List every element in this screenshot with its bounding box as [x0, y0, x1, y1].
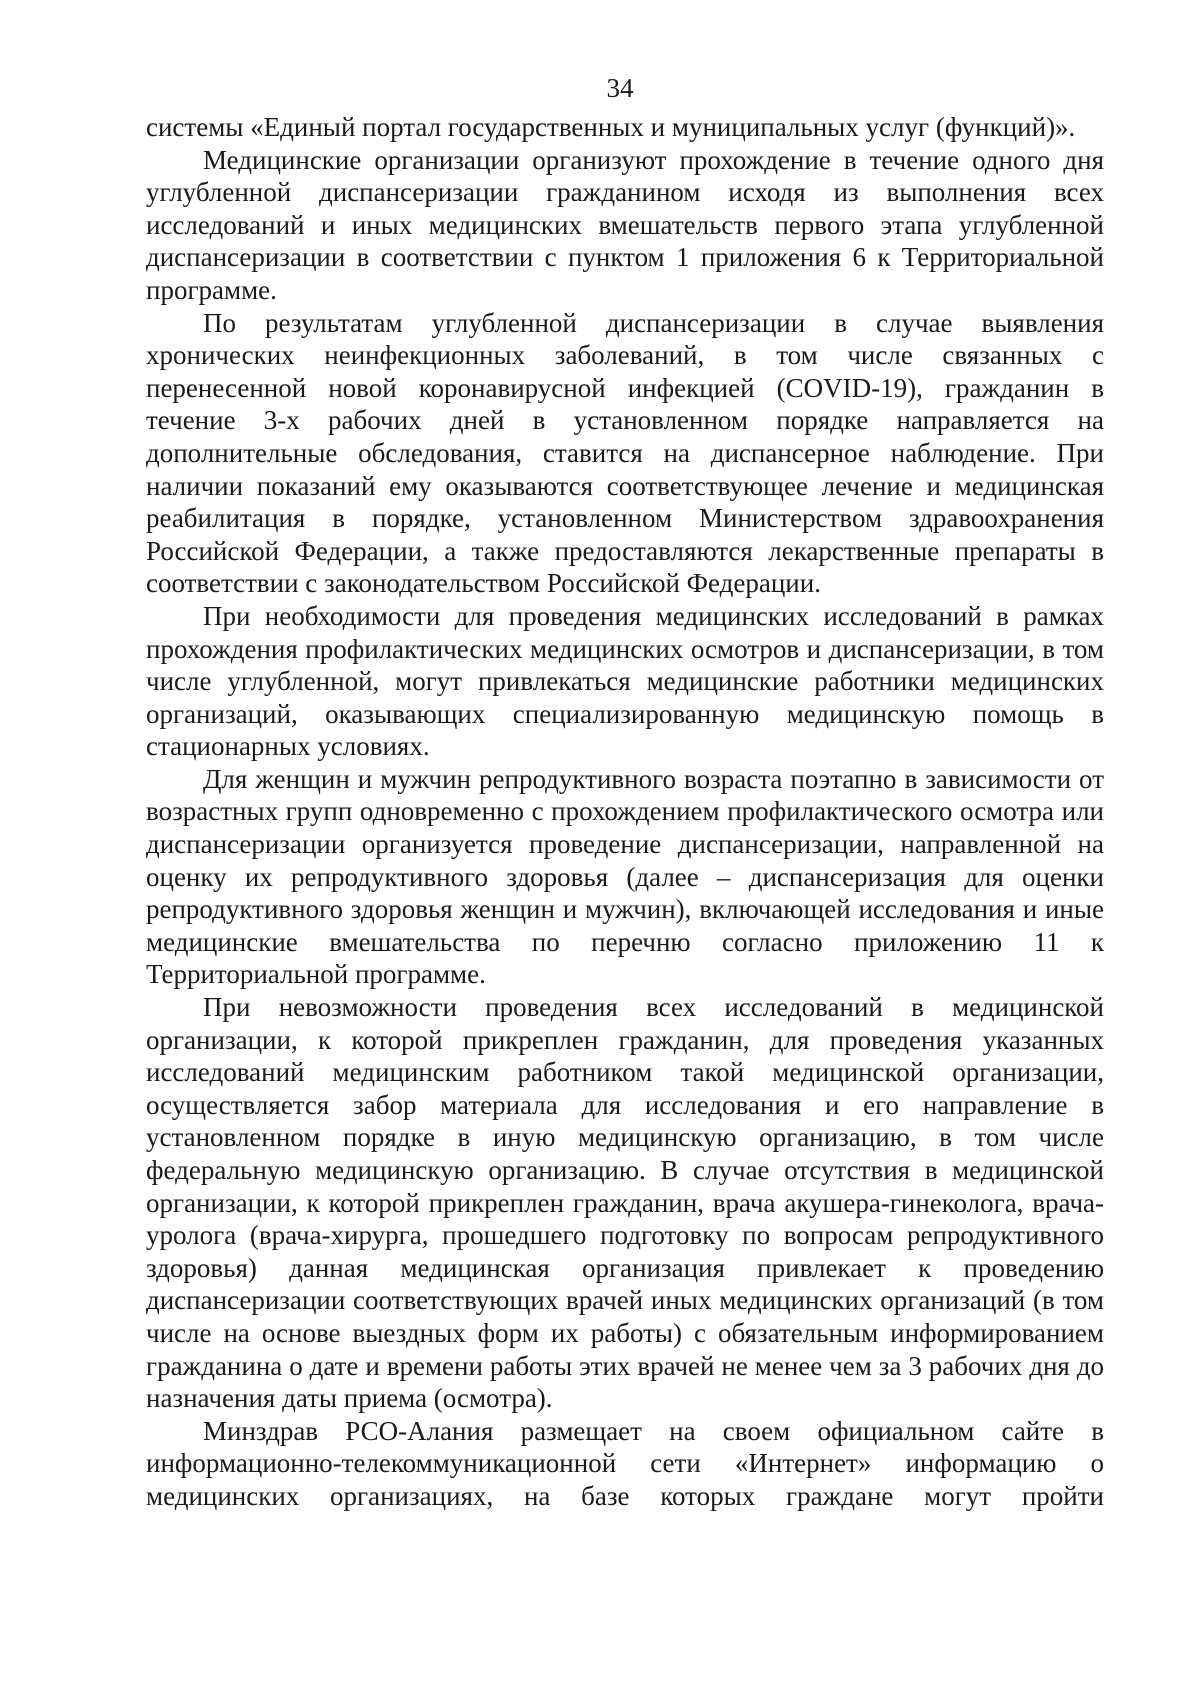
page-number: 34 [606, 73, 634, 103]
paragraph-specialized-medical-workers: При необходимости для проведения медицинских исследований в рамках прохождения профилактических медицинских осмотров и диспансеризации, в том числе углубленной, могут привлекаться медицинские работники медицинских организаций, оказывающих специализированную медицинскую помощь в стационарных условиях. [146, 600, 1104, 762]
paragraph-continuation: системы «Единый портал государственных и муниципальных услуг (функций)». [146, 112, 1076, 142]
document-body [146, 111, 1104, 1513]
paragraph-in-depth-dispensarization-one-day: Медицинские организации организуют прохождение в течение одного дня углубленной диспансеризации гражданином исходя из выполнения всех исследований и иных медицинских вмешательств первого этапа углубленной диспансеризации в соответствии с пунктом 1 приложения 6 к Территориальной программе. [146, 144, 1104, 305]
paragraph-results-chronic-diseases: По результатам углубленной диспансеризации в случае выявления хронических неинфекционных заболеваний, в том числе связанных с перенесенной новой коронавирусной инфекцией (COVID-19), гражданин в течение 3-х рабочих дней в установленном порядке направляется на дополнительные обследования, ставится на диспансерное наблюдение. При наличии показаний ему оказываются соответствующее лечение и медицинская реабилитация в порядке, установленном Министерством здравоохранения Российской Федерации, а также предоставляются лекарственные препараты в соответствии с законодательством Российской Федерации. [146, 307, 1104, 599]
paragraph-ministry-website: Минздрав РСО-Алания размещает на своем официальном сайте в информационно-телекоммуникационной сети «Интернет» информацию о медицинских организациях, на базе которых граждане могут пройти [146, 1415, 1104, 1511]
paragraph-reproductive-health: Для женщин и мужчин репродуктивного возраста поэтапно в зависимости от возрастных групп одновременно с прохождением профилактического осмотра или диспансеризации организуется проведение диспансеризации, направленной на оценку их репродуктивного здоровья (далее – диспансеризация для оценки репродуктивного здоровья женщин и мужчин), включающей исследования и иные медицинские вмешательства по перечню согласно приложению 11 к Территориальной программе. [146, 763, 1104, 990]
paragraph-material-collection: При невозможности проведения всех исследований в медицинской организации, к которой прикреплен гражданин, для проведения указанных исследований медицинским работником такой медицинской организации, осуществляется забор материала для исследования и его направление в установленном порядке в иную медицинскую организацию, в том числе федеральную медицинскую организацию. В случае отсутствия в медицинской организации, к которой прикреплен гражданин, врача акушера-гинеколога, врача-уролога (врача-хирурга, прошедшего подготовку по вопросам репродуктивного здоровья) данная медицинская организация привлекает к проведению диспансеризации соответствующих врачей иных медицинских организаций (в том числе на основе выездных форм их работы) с обязательным информированием гражданина о дате и времени работы этих врачей не менее чем за 3 рабочих дня до назначения даты приема (осмотра). [146, 992, 1104, 1414]
